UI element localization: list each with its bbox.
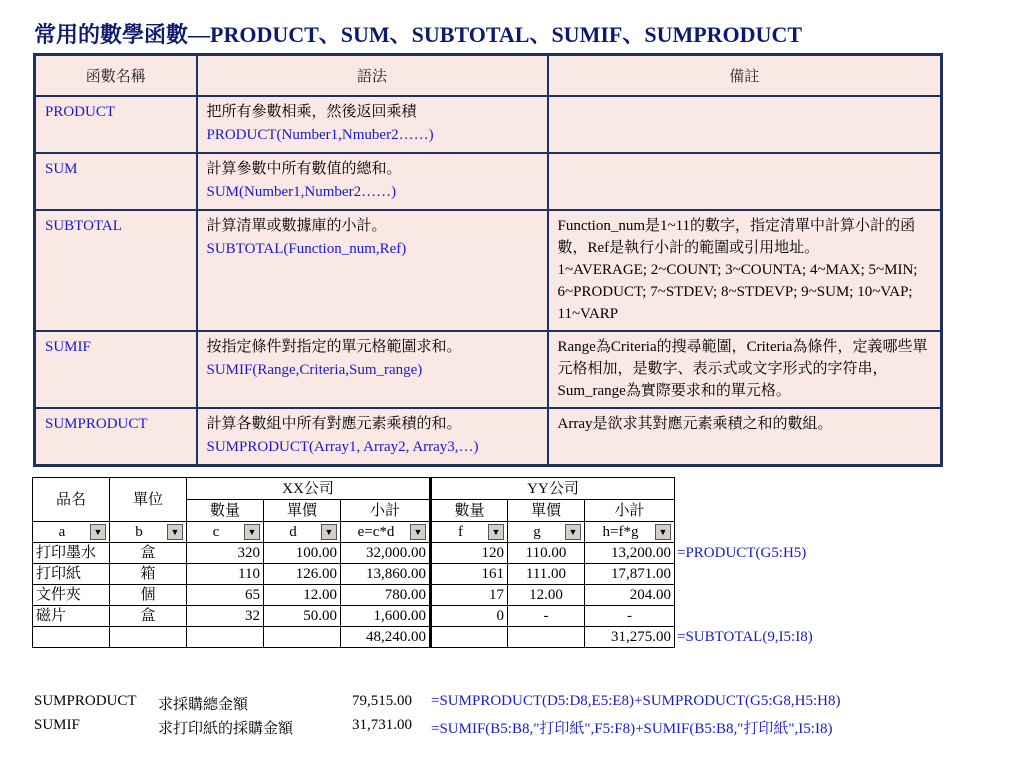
dropdown-arrow-icon[interactable]: ▼ bbox=[167, 524, 183, 540]
header-company-xx: XX公司 bbox=[187, 478, 431, 500]
table-row bbox=[33, 585, 855, 606]
summary-description: 求打印紙的採購金額 bbox=[158, 721, 294, 737]
note-text: Range為Criteria的搜尋範圍，Criteria為條件，定義哪些單元格相加，是數字、表示式或文字形式的字符串，Sum_range為實際要求和的單元格。 bbox=[557, 339, 928, 399]
header-notes: 備註 bbox=[548, 55, 942, 97]
xx-price: 100.00 bbox=[264, 543, 341, 564]
header-item: 品名 bbox=[33, 478, 110, 522]
header-price: 單價 bbox=[264, 500, 341, 522]
header-function-name: 函數名稱 bbox=[35, 55, 197, 97]
filter-cell[interactable] bbox=[187, 522, 264, 543]
summary-formula: =SUMIF(B5:B8,"打印紙",F5:F8)+SUMIF(B5:B8,"打印紙",I5:I8) bbox=[431, 721, 833, 737]
xx-price: 50.00 bbox=[264, 606, 341, 627]
yy-price: 110.00 bbox=[508, 543, 585, 564]
yy-subtotal: - bbox=[585, 606, 675, 627]
function-name: PRODUCT bbox=[35, 96, 197, 153]
dropdown-arrow-icon[interactable]: ▼ bbox=[90, 524, 106, 540]
xx-quantity: 32 bbox=[187, 606, 264, 627]
function-description: 把所有參數相乘，然後返回乘積 bbox=[206, 104, 417, 120]
dropdown-arrow-icon[interactable]: ▼ bbox=[655, 524, 671, 540]
xx-subtotal: 32,000.00 bbox=[341, 543, 431, 564]
yy-price: 12.00 bbox=[508, 585, 585, 606]
filter-cell[interactable] bbox=[585, 522, 675, 543]
dropdown-arrow-icon[interactable]: ▼ bbox=[410, 524, 426, 540]
xx-quantity: 65 bbox=[187, 585, 264, 606]
function-description: 計算各數組中所有對應元素乘積的和。 bbox=[206, 416, 462, 432]
filter-label: e=c*d bbox=[357, 524, 395, 540]
table-row bbox=[35, 210, 942, 331]
xx-subtotal: 780.00 bbox=[341, 585, 431, 606]
dropdown-arrow-icon[interactable]: ▼ bbox=[565, 524, 581, 540]
formula-note: =PRODUCT(G5:H5) bbox=[677, 545, 807, 561]
item-unit: 個 bbox=[110, 585, 187, 606]
yy-price: - bbox=[508, 606, 585, 627]
notes-cell bbox=[548, 153, 942, 210]
filter-label: c bbox=[212, 524, 220, 540]
function-syntax: PRODUCT(Number1,Nmuber2……) bbox=[206, 127, 434, 143]
function-name: SUBTOTAL bbox=[35, 210, 197, 331]
function-description: 計算參數中所有數值的總和。 bbox=[206, 161, 402, 177]
xx-price: 126.00 bbox=[264, 564, 341, 585]
table-header-row bbox=[35, 55, 942, 97]
function-name: SUMIF bbox=[35, 331, 197, 408]
sheet-header-row bbox=[33, 478, 855, 500]
filter-label: h=f*g bbox=[602, 524, 639, 540]
note-text: Function_num是1~11的數字，指定清單中計算小計的函數，Ref是執行小計的範圍或引用地址。 bbox=[557, 218, 916, 256]
item-unit: 盒 bbox=[110, 606, 187, 627]
note-text: 1~AVERAGE; 2~COUNT; 3~COUNTA; 4~MAX; 5~MIN; 6~PRODUCT; 7~STDEV; 8~STDEVP; 9~SUM; 10~VAP; 11~VARP bbox=[557, 262, 918, 322]
dropdown-arrow-icon[interactable]: ▼ bbox=[244, 524, 260, 540]
notes-cell bbox=[548, 210, 942, 331]
header-company-yy: YY公司 bbox=[431, 478, 675, 500]
filter-label: d bbox=[289, 524, 297, 540]
dropdown-arrow-icon[interactable]: ▼ bbox=[321, 524, 337, 540]
summary-formula: =SUMPRODUCT(D5:D8,E5:E8)+SUMPRODUCT(G5:G8,H5:H8) bbox=[431, 693, 841, 709]
summary-function: SUMIF bbox=[34, 717, 80, 733]
filter-cell[interactable] bbox=[431, 522, 508, 543]
filter-label: g bbox=[533, 524, 541, 540]
header-quantity: 數量 bbox=[187, 500, 264, 522]
filter-label: a bbox=[58, 524, 66, 540]
item-name: 打印紙 bbox=[33, 564, 110, 585]
filter-cell[interactable] bbox=[341, 522, 431, 543]
table-row bbox=[33, 606, 855, 627]
summary-value: 31,731.00 bbox=[352, 717, 412, 733]
item-name: 文件夾 bbox=[33, 585, 110, 606]
function-syntax: SUBTOTAL(Function_num,Ref) bbox=[206, 241, 407, 257]
filter-cell[interactable] bbox=[33, 522, 110, 543]
table-row bbox=[35, 408, 942, 466]
summary-value: 79,515.00 bbox=[352, 693, 412, 709]
function-syntax: SUM(Number1,Number2……) bbox=[206, 184, 397, 200]
yy-quantity: 120 bbox=[431, 543, 508, 564]
yy-subtotal: 204.00 bbox=[585, 585, 675, 606]
filter-row bbox=[33, 522, 855, 543]
header-subtotal: 小計 bbox=[585, 500, 675, 522]
purchase-spreadsheet bbox=[32, 477, 855, 648]
header-subtotal: 小計 bbox=[341, 500, 431, 522]
syntax-cell bbox=[197, 96, 548, 153]
xx-subtotal: 13,860.00 bbox=[341, 564, 431, 585]
table-row bbox=[35, 96, 942, 153]
xx-price: 12.00 bbox=[264, 585, 341, 606]
function-name: SUM bbox=[35, 153, 197, 210]
xx-quantity: 320 bbox=[187, 543, 264, 564]
item-name: 打印墨水 bbox=[33, 543, 110, 564]
yy-quantity: 0 bbox=[431, 606, 508, 627]
function-syntax: SUMIF(Range,Criteria,Sum_range) bbox=[206, 362, 423, 378]
header-quantity: 數量 bbox=[431, 500, 508, 522]
filter-cell[interactable] bbox=[508, 522, 585, 543]
summary-function: SUMPRODUCT bbox=[34, 693, 137, 709]
item-name: 磁片 bbox=[33, 606, 110, 627]
filter-cell[interactable] bbox=[264, 522, 341, 543]
function-name: SUMPRODUCT bbox=[35, 408, 197, 466]
function-description: 計算清單或數據庫的小計。 bbox=[206, 218, 387, 234]
dropdown-arrow-icon[interactable]: ▼ bbox=[488, 524, 504, 540]
syntax-cell bbox=[197, 153, 548, 210]
syntax-cell bbox=[197, 408, 548, 466]
filter-cell[interactable] bbox=[110, 522, 187, 543]
total-row bbox=[33, 627, 855, 648]
xx-total: 48,240.00 bbox=[341, 627, 431, 648]
notes-cell bbox=[548, 96, 942, 153]
table-row bbox=[33, 564, 855, 585]
xx-subtotal: 1,600.00 bbox=[341, 606, 431, 627]
function-syntax: SUMPRODUCT(Array1, Array2, Array3,…) bbox=[206, 439, 479, 455]
table-row bbox=[35, 153, 942, 210]
item-unit: 箱 bbox=[110, 564, 187, 585]
yy-price: 111.00 bbox=[508, 564, 585, 585]
notes-cell bbox=[548, 331, 942, 408]
xx-quantity: 110 bbox=[187, 564, 264, 585]
note-text: Array是欲求其對應元素乘積之和的數組。 bbox=[557, 416, 833, 432]
yy-quantity: 161 bbox=[431, 564, 508, 585]
syntax-cell bbox=[197, 210, 548, 331]
filter-label: f bbox=[458, 524, 463, 540]
formula-note: =SUBTOTAL(9,I5:I8) bbox=[677, 629, 813, 645]
yy-subtotal: 13,200.00 bbox=[585, 543, 675, 564]
notes-cell bbox=[548, 408, 942, 466]
yy-quantity: 17 bbox=[431, 585, 508, 606]
item-unit: 盒 bbox=[110, 543, 187, 564]
function-reference-table bbox=[33, 53, 943, 467]
yy-subtotal: 17,871.00 bbox=[585, 564, 675, 585]
syntax-cell bbox=[197, 331, 548, 408]
summary-description: 求採購總金額 bbox=[158, 697, 249, 713]
header-syntax: 語法 bbox=[197, 55, 548, 97]
page-title: 常用的數學函數—PRODUCT、SUM、SUBTOTAL、SUMIF、SUMPRODUCT bbox=[34, 22, 803, 47]
header-unit: 單位 bbox=[110, 478, 187, 522]
function-description: 按指定條件對指定的單元格範圍求和。 bbox=[206, 339, 462, 355]
header-price: 單價 bbox=[508, 500, 585, 522]
filter-label: b bbox=[135, 524, 143, 540]
yy-total: 31,275.00 bbox=[585, 627, 675, 648]
table-row bbox=[35, 331, 942, 408]
table-row bbox=[33, 543, 855, 564]
